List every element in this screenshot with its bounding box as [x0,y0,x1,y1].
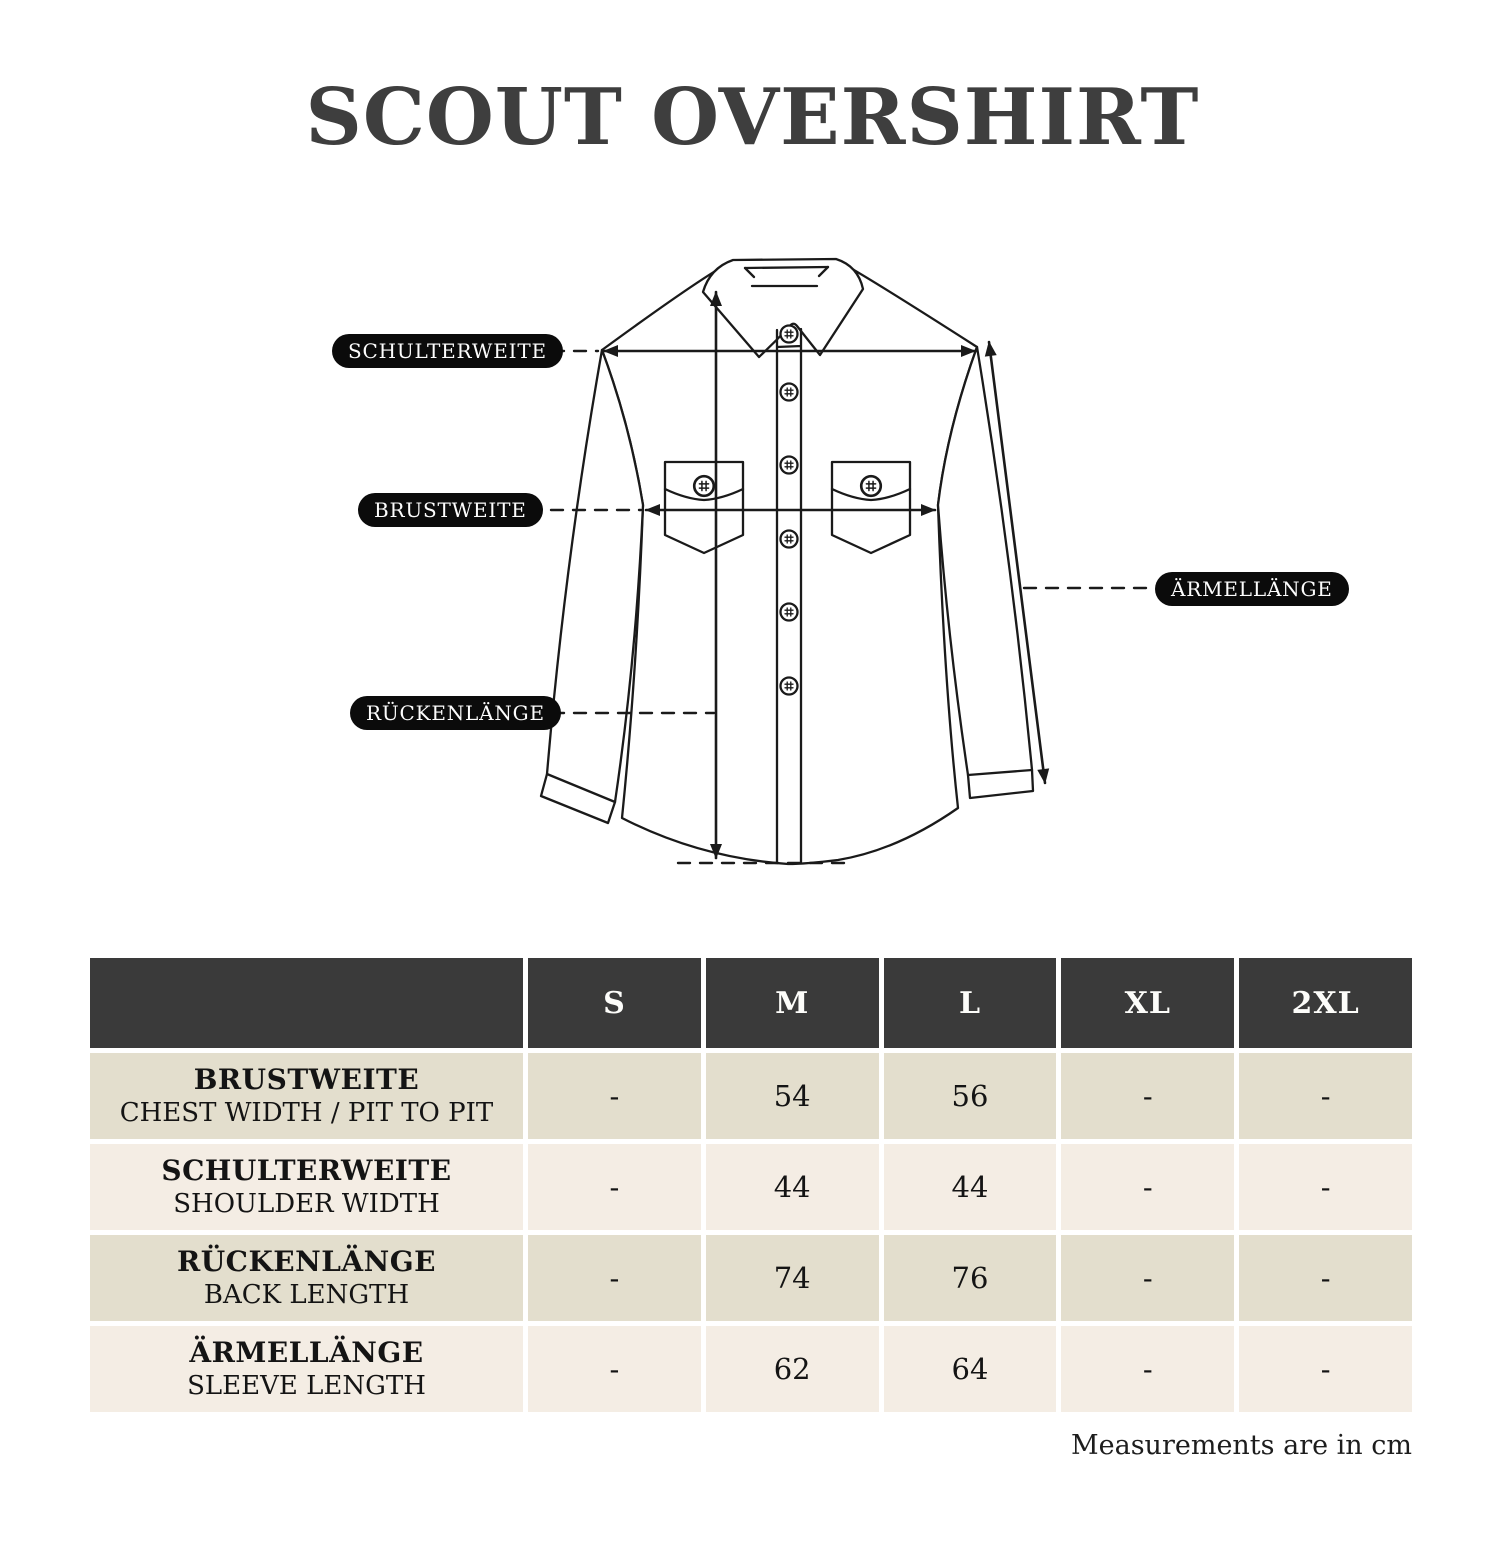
size-value-cell: - [528,1144,701,1230]
size-value-cell: - [528,1053,701,1139]
size-value-cell: - [1239,1326,1412,1412]
size-value-cell: 44 [884,1144,1057,1230]
measurement-name-de: ÄRMELLÄNGE [189,1336,424,1370]
size-column-header-m: M [706,958,879,1048]
size-value-cell: 54 [706,1053,879,1139]
measurement-name-en: BACK LENGTH [203,1280,410,1311]
size-value-cell: - [1061,1235,1234,1321]
size-column-header-xl: XL [1061,958,1234,1048]
size-column-header-s: S [528,958,701,1048]
collar-fold-line [745,267,828,268]
size-value-cell: - [528,1235,701,1321]
size-value-cell: - [528,1326,701,1412]
row-label-back-length [90,1235,523,1321]
measurement-label-chest-width: BRUSTWEITE [358,493,543,527]
size-value-cell: - [1239,1053,1412,1139]
measurement-name-en: CHEST WIDTH / PIT TO PIT [119,1098,494,1129]
measurement-name-de: RÜCKENLÄNGE [176,1245,436,1279]
units-note: Measurements are in cm [1070,1430,1412,1461]
page-title: SCOUT OVERSHIRT [305,72,1200,163]
measurement-label-back-length: RÜCKENLÄNGE [350,696,561,730]
size-value-cell: 64 [884,1326,1057,1412]
measurement-name-de: BRUSTWEITE [193,1063,420,1097]
size-column-header-2xl: 2XL [1239,958,1412,1048]
measurement-label-sleeve-length: ÄRMELLÄNGE [1155,572,1349,606]
size-value-cell: - [1061,1326,1234,1412]
row-label-sleeve-length [90,1326,523,1412]
size-value-cell: 44 [706,1144,879,1230]
row-label-chest-width [90,1053,523,1139]
measurement-name-de: SCHULTERWEITE [161,1154,452,1188]
collar-button [781,326,798,343]
size-value-cell: - [1239,1235,1412,1321]
measurement-name-en: SLEEVE LENGTH [187,1371,426,1402]
size-value-cell: - [1061,1053,1234,1139]
measurement-label-shoulder-width: SCHULTERWEITE [332,334,563,368]
size-value-cell: 74 [706,1235,879,1321]
size-value-cell: - [1061,1144,1234,1230]
measurement-name-en: SHOULDER WIDTH [173,1189,440,1220]
size-value-cell: - [1239,1144,1412,1230]
size-value-cell: 62 [706,1326,879,1412]
table-corner-cell [90,958,523,1048]
row-label-shoulder-width [90,1144,523,1230]
size-table [90,958,1412,1412]
size-value-cell: 76 [884,1235,1057,1321]
size-value-cell: 56 [884,1053,1057,1139]
size-column-header-l: L [884,958,1057,1048]
